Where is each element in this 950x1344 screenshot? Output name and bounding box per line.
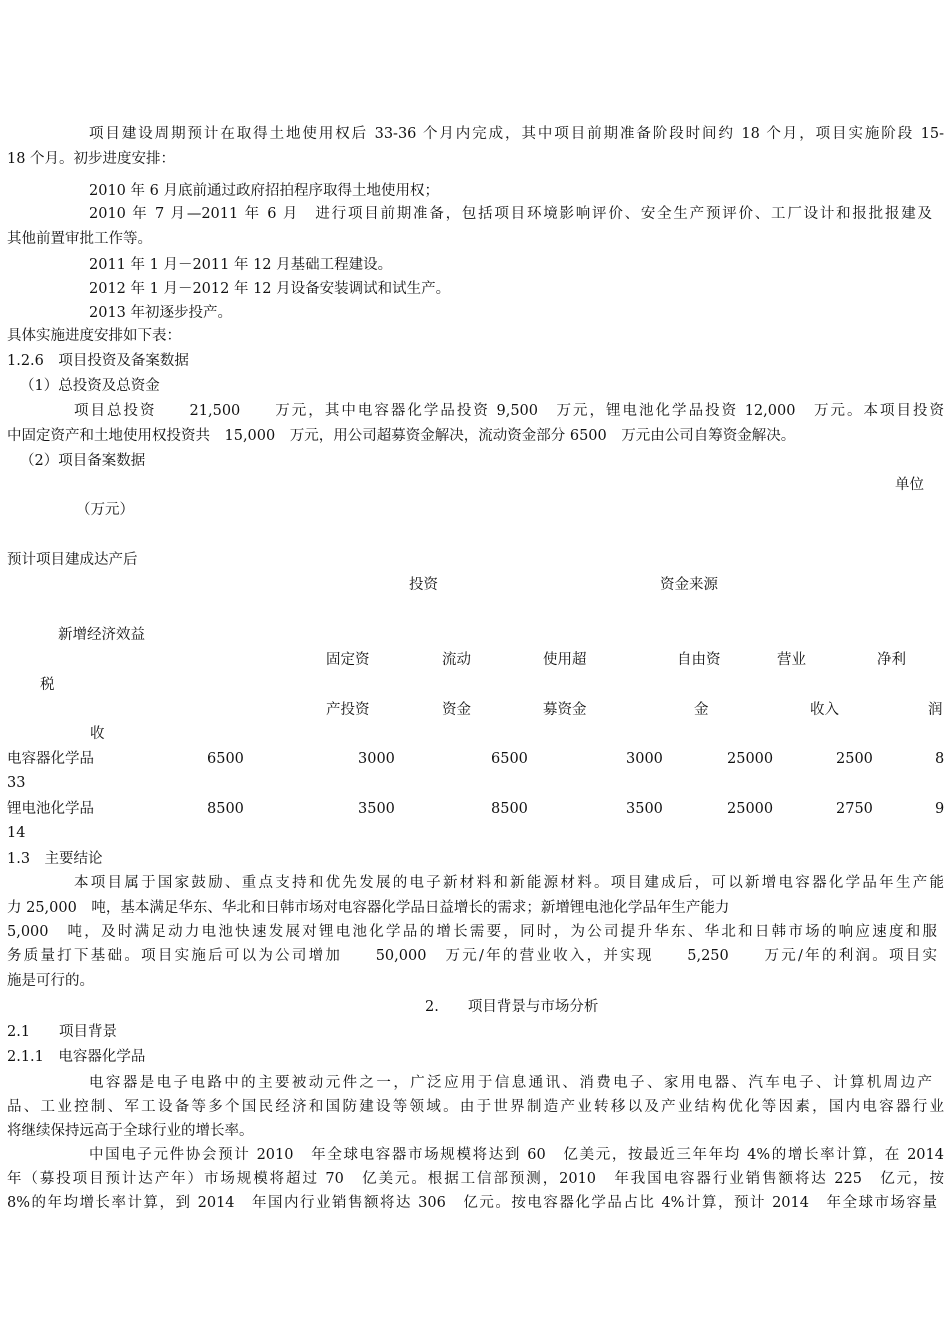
header-funding-source: 资金来源 xyxy=(660,577,718,593)
row-lithium-tax-b: 14 xyxy=(7,825,26,841)
section-heading-21: 2.1 项目背景 xyxy=(7,1024,118,1040)
row-capacitor-tax-b: 33 xyxy=(7,775,26,791)
schedule-step-3: 2011 年 1 月－2011 年 12 月基础工程建设。 xyxy=(89,257,393,273)
subheading-record-data: （2）项目备案数据 xyxy=(20,453,146,469)
row-lithium-revenue: 25000 xyxy=(727,801,774,817)
row-capacitor-name: 电容器化学品 xyxy=(7,751,94,767)
header-investment: 投资 xyxy=(409,577,438,593)
section-heading-13: 1.3 主要结论 xyxy=(7,851,103,867)
row-lithium-profit: 2750 xyxy=(836,801,873,817)
schedule-step-2b: 其他前置审批工作等。 xyxy=(7,231,152,247)
investment-para-a: 项目总投资 21,500 万元，其中电容器化学品投资 9,500 万元，锂电池化学品投资 12,000 万元。本项目投资 xyxy=(74,403,944,419)
header-economic-benefit: 新增经济效益 xyxy=(58,627,145,643)
section-heading-211: 2.1.1 电容器化学品 xyxy=(7,1049,146,1065)
table-title-left: 预计项目建成达产后 xyxy=(7,552,138,568)
header-tax-2: 收 xyxy=(90,726,105,742)
row-lithium-name: 锂电池化学品 xyxy=(7,801,94,817)
capacitor-para-2b: 年（募投项目预计达产年）市场规模将超过 70 亿美元。根据工信部预测，2010 年我国电容器行业销售额将达 225 亿元，按 xyxy=(7,1171,944,1187)
table-intro: 具体实施进度安排如下表： xyxy=(7,328,181,344)
capacitor-para-2c: 8%的年均增长率计算，到 2014 年国内行业销售额将达 306 亿元。按电容器化学品占比 4%计算，预计 2014 年全球市场容量 xyxy=(7,1195,937,1211)
capacitor-para-2a: 中国电子元件协会预计 2010 年全球电容器市场规模将达到 60 亿美元，按最近三年年均 4%的增长率计算，在 2014 xyxy=(89,1147,944,1163)
capacitor-para-1a: 电容器是电子电路中的主要被动元件之一，广泛应用于信息通讯、消费电子、家用电器、汽车电子、计算机周边产 xyxy=(89,1075,932,1091)
header-flow-2: 资金 xyxy=(442,702,471,718)
row-capacitor-profit: 2500 xyxy=(836,751,873,767)
row-capacitor-revenue: 25000 xyxy=(727,751,774,767)
schedule-step-1: 2010 年 6 月底前通过政府招拍程序取得土地使用权； xyxy=(89,183,439,199)
conclusion-line-1: 本项目属于国家鼓励、重点支持和优先发展的电子新材料和新能源材料。项目建成后，可以新增电容器化学品年生产能 xyxy=(74,875,944,891)
schedule-step-5: 2013 年初逐步投产。 xyxy=(89,305,233,321)
unit-value: （万元） xyxy=(76,502,134,518)
row-capacitor-fixed: 6500 xyxy=(207,751,244,767)
header-self-1: 自由资 xyxy=(677,652,721,668)
conclusion-line-3: 5,000 吨，及时满足动力电池快速发展对锂电池化学品的增长需要，同时，为公司提升华东、华北和日韩市场的响应速度和服 xyxy=(7,924,937,940)
schedule-line-1: 项目建设周期预计在取得土地使用权后 33-36 个月内完成，其中项目前期准备阶段时间约 18 个月，项目实施阶段 15- xyxy=(89,126,944,142)
row-capacitor-super: 6500 xyxy=(491,751,528,767)
header-super-1: 使用超 xyxy=(543,652,587,668)
header-fixed-2: 产投资 xyxy=(326,702,370,718)
header-fixed-1: 固定资 xyxy=(326,652,370,668)
row-lithium-flow: 3500 xyxy=(358,801,395,817)
row-lithium-tax-a: 9 xyxy=(935,801,945,817)
header-tax-1: 税 xyxy=(40,677,55,693)
subheading-total-investment: （1）总投资及总资金 xyxy=(20,378,160,394)
row-lithium-fixed: 8500 xyxy=(207,801,244,817)
investment-para-b: 中固定资产和土地使用权投资共 15,000 万元，用公司超募资金解决，流动资金部分 6500 万元由公司自筹资金解决。 xyxy=(7,428,796,444)
header-profit-1: 净利 xyxy=(877,652,906,668)
section-heading-126: 1.2.6 项目投资及备案数据 xyxy=(7,353,189,369)
schedule-step-2a: 2010 年 7 月—2011 年 6 月 进行项目前期准备，包括项目环境影响评价、安全生产预评价、工厂设计和报批报建及 xyxy=(89,206,932,222)
conclusion-line-5: 施是可行的。 xyxy=(7,973,94,989)
header-flow-1: 流动 xyxy=(442,652,471,668)
row-capacitor-tax-a: 8 xyxy=(935,751,945,767)
row-lithium-super: 8500 xyxy=(491,801,528,817)
row-lithium-self: 3500 xyxy=(626,801,663,817)
schedule-line-2: 18 个月。初步进度安排： xyxy=(7,151,176,167)
header-revenue-1: 营业 xyxy=(777,652,806,668)
header-profit-2: 润 xyxy=(928,702,943,718)
unit-label: 单位 xyxy=(895,477,924,493)
row-capacitor-flow: 3000 xyxy=(358,751,395,767)
conclusion-line-2: 力 25,000 吨，基本满足华东、华北和日韩市场对电容器化学品日益增长的需求；新增锂电池化学品年生产能力 xyxy=(7,900,730,916)
schedule-step-4: 2012 年 1 月－2012 年 12 月设备安装调试和试生产。 xyxy=(89,281,451,297)
capacitor-para-1c: 将继续保持远高于全球行业的增长率。 xyxy=(7,1123,254,1139)
header-self-2: 金 xyxy=(694,702,709,718)
header-revenue-2: 收入 xyxy=(810,702,839,718)
header-super-2: 募资金 xyxy=(543,702,587,718)
conclusion-line-4: 务质量打下基础。项目实施后可以为公司增加 50,000 万元/年的营业收入，并实现 5,250 万元/年的利润。项目实 xyxy=(7,948,937,964)
chapter-2-title: 2. 项目背景与市场分析 xyxy=(425,999,599,1015)
row-capacitor-self: 3000 xyxy=(626,751,663,767)
capacitor-para-1b: 品、工业控制、军工设备等多个国民经济和国防建设等领域。由于世界制造产业转移以及产业结构优化等因素，国内电容器行业 xyxy=(7,1099,944,1115)
